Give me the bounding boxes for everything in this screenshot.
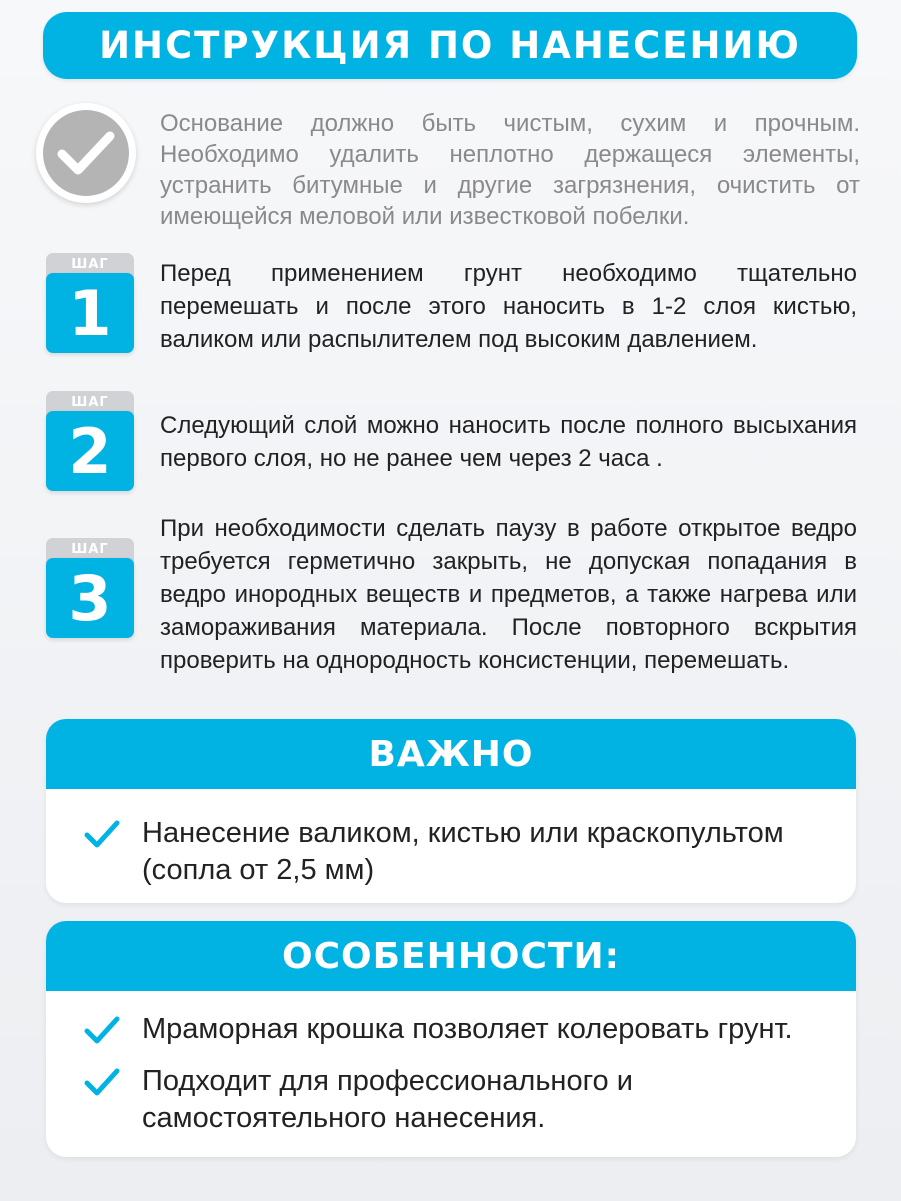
- step-2-badge: [46, 391, 134, 488]
- feature-item: [84, 1063, 684, 1137]
- step-1-tab-label: ШАГ: [46, 253, 134, 283]
- feature-item-text: Подходит для профессионального и самостоятельного нанесения.: [142, 1065, 633, 1134]
- page-title: ИНСТРУКЦИЯ ПО НАНЕСЕНИЮ: [99, 24, 801, 67]
- step-3-badge: [46, 538, 134, 635]
- step-2-tab-label: ШАГ: [46, 391, 134, 421]
- step-2-number: 2: [46, 411, 134, 491]
- feature-item-text: Мраморная крошка позволяет колеровать грунт.: [142, 1013, 793, 1045]
- feature-item: [84, 1011, 844, 1048]
- step-1-text: Перед применением грунт необходимо тщательно перемешать и после этого наносить в 1-2 слоя кистью, валиком или распылителем под высоким давлением.: [160, 260, 857, 353]
- check-icon: [84, 819, 120, 849]
- important-title: ВАЖНО: [46, 719, 856, 789]
- important-panel: [46, 719, 856, 903]
- step-1-badge: [46, 253, 134, 350]
- check-circle-icon: [36, 103, 136, 203]
- check-icon: [84, 1067, 120, 1097]
- features-panel: [46, 921, 856, 1157]
- check-icon: [84, 1015, 120, 1045]
- step-1-number: 1: [46, 273, 134, 353]
- intro-text: Основание должно быть чистым, сухим и прочным. Необходимо удалить неплотно держащеся элементы, устранить битумные и другие загрязнения, очистить от имеющейся меловой или известковой побелки.: [160, 110, 860, 230]
- features-title: ОСОБЕННОСТИ:: [46, 921, 856, 991]
- header-banner: [43, 12, 857, 79]
- step-3-text: При необходимости сделать паузу в работе открытое ведро требуется герметично закрыть, не допуская попадания в ведро инородных веществ и предметов, а также нагрева или замораживания материала. После повторного вскрытия проверить на однородность консистенции, перемешать.: [160, 515, 857, 674]
- important-item-text: Нанесение валиком, кистью или краскопультом (сопла от 2,5 мм): [142, 817, 784, 886]
- step-3-number: 3: [46, 558, 134, 638]
- step-2-text: Следующий слой можно наносить после полного высыхания первого слоя, но не ранее чем через 2 часа .: [160, 412, 857, 472]
- important-item: [84, 815, 844, 889]
- step-3-tab-label: ШАГ: [46, 538, 134, 568]
